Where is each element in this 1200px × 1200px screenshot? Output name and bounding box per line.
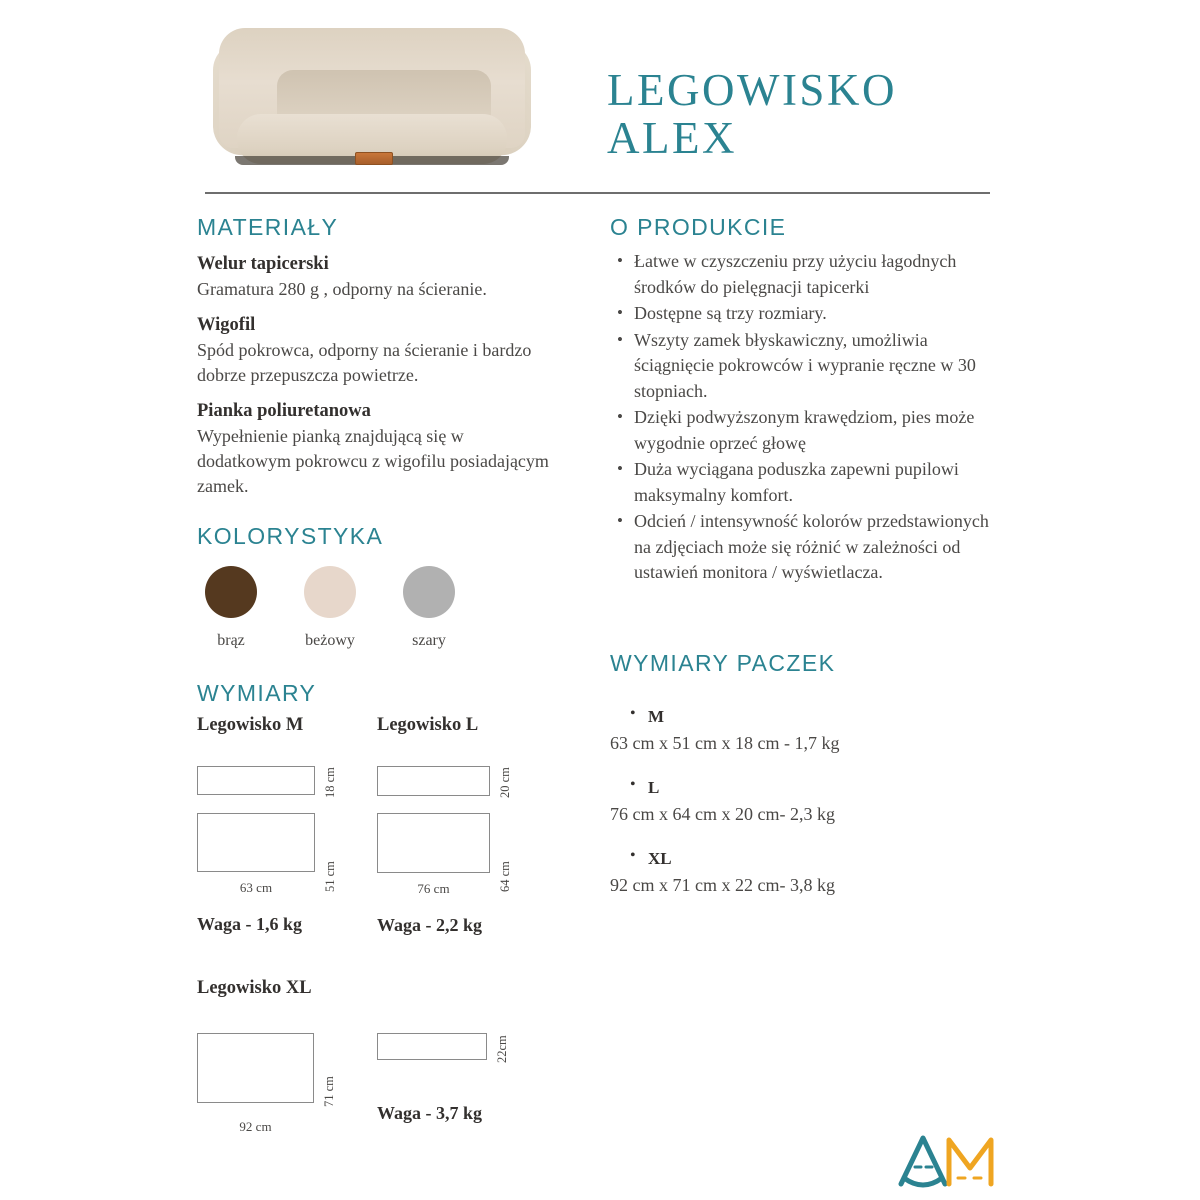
section-heading-colors: KOLORYSTYKA (197, 523, 384, 549)
package-size: • M (610, 707, 1010, 727)
list-item (610, 849, 1010, 896)
list-item: • Odcień / intensywność kolorów przedstawionych na zdjęciach może się różnić w zależności od ustawień monitora / wyświetlacza. (610, 509, 1010, 586)
dimension-row-m-l (197, 715, 557, 936)
material-name: Wigofil (197, 315, 256, 335)
material-item (197, 252, 557, 302)
dimension-rect-height (197, 766, 315, 795)
dimension-title: Legowisko M (197, 715, 304, 735)
dimension-rect-height (377, 1033, 487, 1060)
dimension-row-xl (197, 1033, 557, 1135)
material-item (197, 313, 557, 388)
section-heading-dimensions: WYMIARY (197, 680, 317, 706)
dimension-label-width: 63 cm (239, 880, 273, 895)
title-line-2: ALEX (607, 113, 737, 163)
list-item: • Duża wyciągana poduszka zapewni pupilowi maksymalny komfort. (610, 457, 1010, 508)
list-item: • Dostępne są trzy rozmiary. (610, 301, 1010, 327)
leather-tag-icon (355, 152, 393, 165)
dimension-label-width: 92 cm (239, 1119, 272, 1134)
brand-logo (893, 1126, 1003, 1192)
color-label: brąz (217, 632, 245, 649)
weight-label: Waga - 3,7 kg (377, 1103, 483, 1123)
list-item: • Łatwe w czyszczeniu przy użyciu łagodnych środków do pielęgnacji tapicerki (610, 249, 1010, 300)
material-name: Welur tapicerski (197, 254, 329, 274)
package-spec: 92 cm x 71 cm x 22 cm- 3,8 kg (610, 874, 835, 895)
color-swatch-row (197, 566, 557, 650)
dimension-block-l (377, 715, 557, 936)
package-size: • XL (610, 849, 1010, 869)
product-photo (207, 18, 537, 178)
color-swatch[interactable] (304, 566, 356, 650)
dimension-label-height: 22cm (495, 1035, 509, 1063)
material-desc: Wypełnienie pianką znajdującą się w dodatkowym pokrowcu z wigofilu posiadającym zamek. (197, 426, 549, 496)
package-spec: 76 cm x 64 cm x 20 cm- 2,3 kg (610, 803, 835, 824)
dimension-xl-side (377, 1033, 557, 1135)
dimension-block-m (197, 715, 377, 936)
dimension-title: Legowisko XL (197, 978, 312, 998)
color-dot-icon (304, 566, 356, 618)
material-item (197, 399, 557, 499)
dimension-xl-front (197, 1033, 377, 1135)
package-size: • L (610, 778, 1010, 798)
dimension-title: Legowisko L (377, 715, 479, 735)
material-desc: Spód pokrowca, odporny na ścieranie i bardzo dobrze przepuszcza powietrze. (197, 340, 532, 385)
list-item: • Dzięki podwyższonym krawędziom, pies może wygodnie oprzeć głowę (610, 405, 1010, 456)
am-logo-icon (893, 1126, 1003, 1192)
list-item: • Wszyty zamek błyskawiczny, umożliwia ściągnięcie pokrowców i wypranie ręczne w 30 stopniach. (610, 328, 1010, 405)
header (0, 0, 1200, 200)
dimension-label-height: 18 cm (323, 767, 337, 798)
title-line-1: LEGOWISKO (607, 65, 897, 115)
list-item (610, 707, 1010, 754)
weight-label: Waga - 2,2 kg (377, 915, 483, 935)
header-divider (205, 192, 990, 194)
color-dot-icon (205, 566, 257, 618)
package-list (610, 707, 1010, 896)
dimension-label-height: 20 cm (498, 767, 512, 798)
list-item (610, 778, 1010, 825)
color-label: beżowy (305, 632, 355, 649)
material-name: Pianka poliuretanowa (197, 401, 371, 421)
weight-label: Waga - 1,6 kg (197, 914, 303, 934)
dimension-rect-height (377, 766, 490, 796)
dimensions-section (197, 680, 557, 1135)
material-desc: Gramatura 280 g , odporny na ścieranie. (197, 279, 487, 299)
dimension-rect-depth (197, 1033, 314, 1103)
color-swatch[interactable] (403, 566, 455, 650)
dimension-label-depth: 64 cm (498, 861, 512, 892)
section-heading-about: O PRODUKCIE (610, 214, 787, 240)
dimension-label-depth: 51 cm (323, 861, 337, 892)
color-label: szary (412, 632, 446, 649)
color-swatch[interactable] (205, 566, 257, 650)
about-bullet-list (610, 249, 1010, 586)
dimension-rect-depth (197, 813, 315, 872)
dimension-block-xl (197, 978, 557, 1135)
dimension-label-width: 76 cm (417, 881, 450, 896)
left-column (197, 214, 557, 1135)
right-column (610, 214, 1010, 920)
dog-bed-illustration (207, 18, 537, 178)
dimension-rect-depth (377, 813, 490, 873)
dimension-label-depth: 71 cm (322, 1076, 336, 1107)
packages-section (610, 650, 1010, 896)
page-title (607, 66, 897, 162)
package-spec: 63 cm x 51 cm x 18 cm - 1,7 kg (610, 732, 840, 753)
section-heading-materials: MATERIAŁY (197, 214, 339, 240)
color-dot-icon (403, 566, 455, 618)
section-heading-packages: WYMIARY PACZEK (610, 649, 836, 676)
